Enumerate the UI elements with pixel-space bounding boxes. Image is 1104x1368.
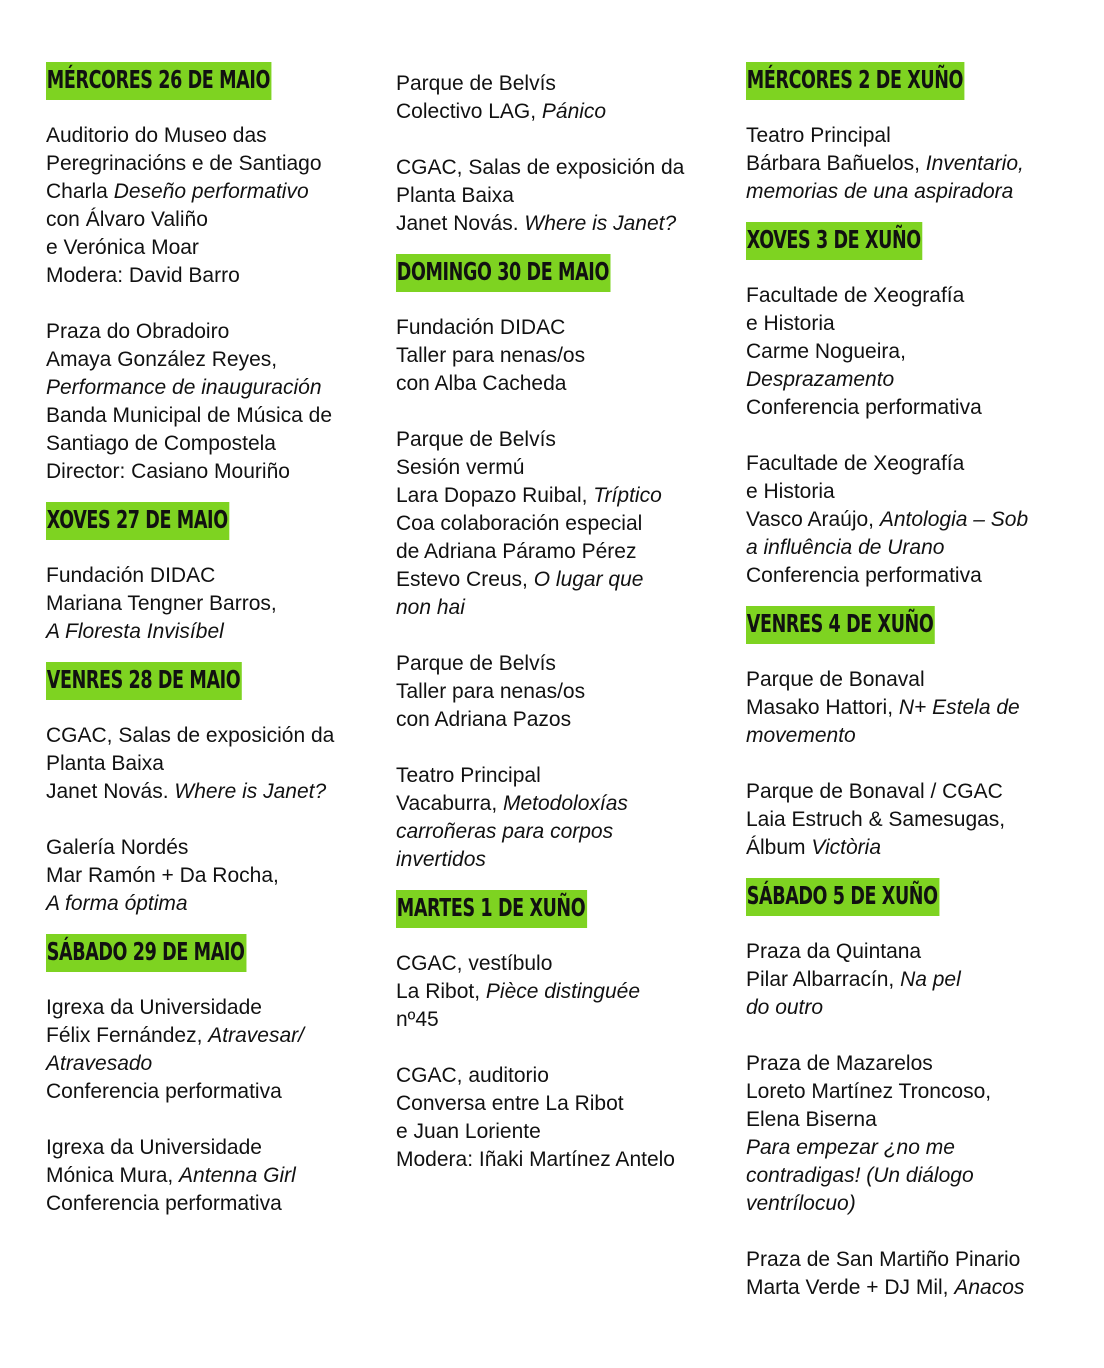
date-header — [46, 934, 386, 974]
column-1 — [46, 62, 386, 1234]
event-title: Victòria — [811, 836, 882, 859]
event-text: con Álvaro Valiño — [46, 208, 208, 231]
event-title: Pièce distinguée — [485, 980, 640, 1003]
event-text: Janet Novás. — [396, 212, 525, 235]
event-text: Taller para nenas/os — [396, 344, 586, 367]
event-text: Conferencia performativa — [746, 396, 982, 419]
event-entry — [746, 122, 1086, 206]
event-line — [46, 1078, 386, 1106]
event-line — [746, 562, 1086, 590]
event-text: Igrexa da Universidade — [46, 1136, 262, 1159]
event-entry — [396, 426, 736, 622]
event-text: Lara Dopazo Ruibal, — [396, 484, 594, 507]
event-line — [46, 318, 386, 346]
event-line — [746, 366, 1086, 394]
event-title: Metodoloxías — [503, 792, 628, 815]
event-title: Deseño performativo — [113, 180, 309, 203]
event-line — [746, 994, 1086, 1022]
event-text: Teatro Principal — [746, 124, 891, 147]
date-header-label: SÁBADO 29 DE MAIO — [46, 934, 246, 972]
date-header-label: XOVES 3 DE XUÑO — [746, 222, 922, 260]
event-text: Charla — [46, 180, 114, 203]
event-title: A Floresta Invisíbel — [46, 620, 224, 643]
event-text: Janet Novás. — [46, 780, 175, 803]
event-text: Conferencia performativa — [746, 564, 982, 587]
event-text: Colectivo LAG, — [396, 100, 542, 123]
event-text: Mónica Mura, — [46, 1164, 180, 1187]
event-text: CGAC, Salas de exposición da — [46, 724, 335, 747]
event-title: do outro — [746, 996, 824, 1019]
event-text: Santiago de Compostela — [46, 432, 276, 455]
event-entry — [46, 1134, 386, 1218]
event-line — [396, 762, 736, 790]
event-title: a influência de Urano — [746, 536, 945, 559]
event-text: Carme Nogueira, — [746, 340, 906, 363]
event-line — [46, 430, 386, 458]
event-text: Taller para nenas/os — [396, 680, 586, 703]
event-text: Bárbara Bañuelos, — [746, 152, 926, 175]
event-title: invertidos — [396, 848, 486, 871]
event-title: Para empezar ¿no me — [746, 1136, 955, 1159]
event-text: Félix Fernández, — [46, 1024, 209, 1047]
event-text: Vasco Araújo, — [746, 508, 880, 531]
event-text: Conversa entre La Ribot — [396, 1092, 624, 1115]
event-line — [46, 862, 386, 890]
event-line — [746, 1274, 1086, 1302]
event-text: Praza do Obradoiro — [46, 320, 230, 343]
date-header — [746, 222, 1086, 262]
event-line — [396, 1146, 736, 1174]
event-title: movemento — [746, 724, 856, 747]
event-text: Mariana Tengner Barros, — [46, 592, 277, 615]
event-line — [46, 750, 386, 778]
event-title: Na pel — [900, 968, 961, 991]
event-text: CGAC, Salas de exposición da — [396, 156, 685, 179]
event-entry — [746, 778, 1086, 862]
event-title: ventrílocuo) — [746, 1192, 856, 1215]
event-line — [746, 122, 1086, 150]
event-title: O lugar que — [533, 568, 644, 591]
event-title: Inventario, — [925, 152, 1024, 175]
event-text: Conferencia performativa — [46, 1192, 282, 1215]
event-entry — [746, 1246, 1086, 1302]
event-entry — [746, 450, 1086, 590]
event-text: Álbum — [746, 836, 812, 859]
event-text: e Historia — [746, 312, 835, 335]
event-line — [746, 338, 1086, 366]
event-title: Where is Janet? — [174, 780, 327, 803]
event-text: Modera: David Barro — [46, 264, 240, 287]
event-title: Atravesar/ — [208, 1024, 304, 1047]
event-text: Fundación DIDAC — [396, 316, 566, 339]
event-line — [396, 790, 736, 818]
event-line — [396, 154, 736, 182]
event-line — [746, 506, 1086, 534]
event-text: con Alba Cacheda — [396, 372, 567, 395]
event-line — [746, 310, 1086, 338]
event-text: Auditorio do Museo das — [46, 124, 267, 147]
event-entry — [396, 950, 736, 1034]
event-text: Parque de Belvís — [396, 72, 556, 95]
event-line — [396, 98, 736, 126]
event-line — [746, 1246, 1086, 1274]
event-entry — [46, 562, 386, 646]
event-title: Anacos — [954, 1276, 1025, 1299]
event-text: Galería Nordés — [46, 836, 189, 859]
event-line — [746, 1078, 1086, 1106]
date-header-label: XOVES 27 DE MAIO — [46, 502, 229, 540]
event-line — [396, 70, 736, 98]
event-text: e Historia — [746, 480, 835, 503]
event-text: Planta Baixa — [396, 184, 514, 207]
event-entry — [396, 650, 736, 734]
event-line — [396, 1118, 736, 1146]
event-text: Amaya González Reyes, — [46, 348, 278, 371]
event-line — [396, 818, 736, 846]
event-line — [396, 1006, 736, 1034]
event-text: La Ribot, — [396, 980, 486, 1003]
event-text: e Verónica Moar — [46, 236, 199, 259]
event-line — [396, 210, 736, 238]
event-line — [396, 846, 736, 874]
event-line — [396, 510, 736, 538]
date-header — [746, 606, 1086, 646]
event-entry — [746, 282, 1086, 422]
date-header — [396, 254, 736, 294]
event-entry — [746, 666, 1086, 750]
event-line — [746, 178, 1086, 206]
date-header — [46, 502, 386, 542]
event-text: Director: Casiano Mouriño — [46, 460, 290, 483]
event-line — [46, 122, 386, 150]
event-text: Fundación DIDAC — [46, 564, 216, 587]
event-entry — [46, 122, 386, 290]
event-line — [46, 994, 386, 1022]
event-title: Antenna Girl — [179, 1164, 296, 1187]
event-text: Praza de San Martiño Pinario — [746, 1248, 1021, 1271]
date-header — [46, 662, 386, 702]
event-text: Parque de Belvís — [396, 428, 556, 451]
event-line — [46, 458, 386, 486]
event-line — [46, 1134, 386, 1162]
event-line — [396, 566, 736, 594]
event-line — [746, 778, 1086, 806]
event-text: Igrexa da Universidade — [46, 996, 262, 1019]
event-line — [46, 834, 386, 862]
event-line — [46, 1050, 386, 1078]
event-title: Tríptico — [593, 484, 662, 507]
event-title: Antologia – Sob — [879, 508, 1029, 531]
event-line — [746, 1050, 1086, 1078]
event-line — [396, 650, 736, 678]
event-text: Facultade de Xeografía — [746, 284, 965, 307]
event-title: Pánico — [541, 100, 607, 123]
date-header-label: VENRES 28 DE MAIO — [46, 662, 242, 700]
event-text: Loreto Martínez Troncoso, — [746, 1080, 992, 1103]
event-line — [396, 1090, 736, 1118]
event-text: CGAC, auditorio — [396, 1064, 549, 1087]
event-text: Parque de Bonaval / CGAC — [746, 780, 1003, 803]
event-text: Parque de Belvís — [396, 652, 556, 675]
event-line — [46, 206, 386, 234]
event-line — [46, 346, 386, 374]
event-line — [746, 1162, 1086, 1190]
event-line — [396, 538, 736, 566]
date-header-label: VENRES 4 DE XUÑO — [746, 606, 935, 644]
event-line — [746, 394, 1086, 422]
event-line — [746, 938, 1086, 966]
event-text: e Juan Loriente — [396, 1120, 541, 1143]
event-line — [746, 1134, 1086, 1162]
event-entry — [46, 994, 386, 1106]
event-title: contradigas! (Un diálogo — [746, 1164, 974, 1187]
event-line — [46, 618, 386, 646]
event-entry — [396, 154, 736, 238]
column-3 — [746, 62, 1086, 1318]
event-title: memorias de una aspiradora — [746, 180, 1014, 203]
event-text: Masako Hattori, — [746, 696, 899, 719]
date-header-label: MÉRCORES 2 DE XUÑO — [746, 62, 965, 100]
event-entry — [746, 1050, 1086, 1218]
event-line — [396, 182, 736, 210]
event-line — [46, 590, 386, 618]
event-line — [46, 890, 386, 918]
event-line — [46, 234, 386, 262]
column-2 — [396, 70, 736, 1190]
event-line — [746, 1106, 1086, 1134]
event-text: con Adriana Pazos — [396, 708, 572, 731]
event-line — [746, 534, 1086, 562]
event-entry — [396, 314, 736, 398]
event-line — [746, 1190, 1086, 1218]
event-text: Mar Ramón + Da Rocha, — [46, 864, 279, 887]
event-line — [46, 402, 386, 430]
event-line — [746, 666, 1086, 694]
event-title: A forma óptima — [46, 892, 188, 915]
event-line — [746, 282, 1086, 310]
event-line — [396, 454, 736, 482]
event-text: de Adriana Páramo Pérez — [396, 540, 637, 563]
date-header — [46, 62, 386, 102]
event-line — [396, 950, 736, 978]
event-line — [746, 694, 1086, 722]
event-text: Estevo Creus, — [396, 568, 534, 591]
event-line — [396, 342, 736, 370]
event-text: Parque de Bonaval — [746, 668, 925, 691]
event-entry — [46, 318, 386, 486]
event-text: Sesión vermú — [396, 456, 525, 479]
event-line — [46, 1162, 386, 1190]
event-title: Desprazamento — [746, 368, 895, 391]
event-text: Peregrinacións e de Santiago — [46, 152, 322, 175]
event-line — [746, 722, 1086, 750]
event-title: non hai — [396, 596, 465, 619]
event-title: Performance de inauguración — [46, 376, 322, 399]
event-line — [396, 678, 736, 706]
event-line — [46, 722, 386, 750]
event-line — [46, 374, 386, 402]
event-text: Conferencia performativa — [46, 1080, 282, 1103]
date-header — [746, 62, 1086, 102]
event-text: Banda Municipal de Música de — [46, 404, 333, 427]
event-line — [396, 370, 736, 398]
event-line — [746, 966, 1086, 994]
event-entry — [396, 762, 736, 874]
event-line — [746, 806, 1086, 834]
event-entry — [46, 834, 386, 918]
event-text: Laia Estruch & Samesugas, — [746, 808, 1006, 831]
event-line — [46, 1022, 386, 1050]
event-text: Coa colaboración especial — [396, 512, 643, 535]
event-line — [396, 482, 736, 510]
event-entry — [46, 722, 386, 806]
event-text: Facultade de Xeografía — [746, 452, 965, 475]
event-line — [46, 262, 386, 290]
event-line — [46, 150, 386, 178]
event-text: Teatro Principal — [396, 764, 541, 787]
date-header — [396, 890, 736, 930]
event-line — [396, 1062, 736, 1090]
event-title: N+ Estela de — [898, 696, 1020, 719]
event-entry — [396, 70, 736, 126]
event-line — [746, 450, 1086, 478]
event-text: Marta Verde + DJ Mil, — [746, 1276, 955, 1299]
date-header — [746, 878, 1086, 918]
event-text: nº45 — [396, 1008, 439, 1031]
event-text: Modera: Iñaki Martínez Antelo — [396, 1148, 675, 1171]
event-text: Praza da Quintana — [746, 940, 922, 963]
event-line — [746, 150, 1086, 178]
event-line — [396, 706, 736, 734]
event-line — [396, 426, 736, 454]
event-line — [46, 562, 386, 590]
event-line — [46, 1190, 386, 1218]
date-header-label: MARTES 1 DE XUÑO — [396, 890, 587, 928]
event-title: carroñeras para corpos — [396, 820, 614, 843]
event-text: CGAC, vestíbulo — [396, 952, 553, 975]
event-line — [746, 478, 1086, 506]
date-header-label: DOMINGO 30 DE MAIO — [396, 254, 611, 292]
event-title: Where is Janet? — [524, 212, 677, 235]
date-header-label: MÉRCORES 26 DE MAIO — [46, 62, 272, 100]
event-entry — [396, 1062, 736, 1174]
event-entry — [746, 938, 1086, 1022]
event-line — [46, 778, 386, 806]
event-text: Vacaburra, — [396, 792, 503, 815]
event-line — [396, 978, 736, 1006]
event-line — [746, 834, 1086, 862]
event-title: Atravesado — [46, 1052, 153, 1075]
event-text: Praza de Mazarelos — [746, 1052, 933, 1075]
event-line — [46, 178, 386, 206]
event-line — [396, 314, 736, 342]
event-line — [396, 594, 736, 622]
date-header-label: SÁBADO 5 DE XUÑO — [746, 878, 939, 916]
event-text: Planta Baixa — [46, 752, 164, 775]
event-text: Pilar Albarracín, — [746, 968, 901, 991]
event-text: Elena Biserna — [746, 1108, 877, 1131]
